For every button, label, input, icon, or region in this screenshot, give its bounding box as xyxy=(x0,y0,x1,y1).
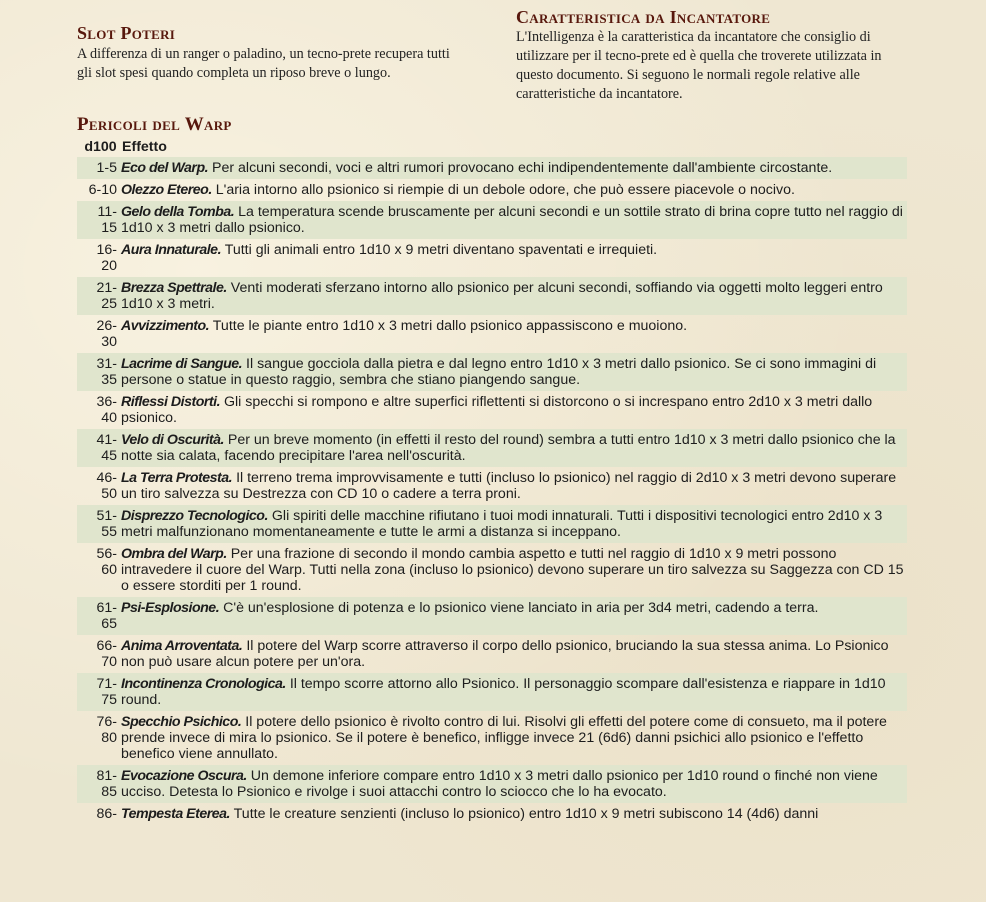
roll-range: 36- 40 xyxy=(96,394,117,426)
effect-cell xyxy=(121,638,907,670)
effect-name: Velo di Oscurità. xyxy=(121,432,224,448)
caster-stat-text: L'Intelligenza è la caratteristica da incantatore che consiglio di utilizzare per il tecno-prete ed è quella che troverete utilizzata in questo documento. Si seguono le normali regole relative alle caratteristiche da incantatore. xyxy=(516,29,882,102)
slot-poteri-title: Slot Poteri xyxy=(77,23,176,43)
table-row xyxy=(77,157,907,179)
effect-description: Tutte le creature senzienti (incluso lo psionico) entro 1d10 x 9 metri subiscono 14 (4d6) danni xyxy=(233,806,819,822)
effect-name: Psi-Esplosione. xyxy=(121,600,220,616)
effect-name: Riflessi Distorti. xyxy=(121,394,221,410)
warp-perils-table xyxy=(77,137,907,825)
effect-name: Tempesta Eterea. xyxy=(121,806,230,822)
roll-range: 71- 75 xyxy=(96,676,117,708)
effect-description: Gli specchi si rompono e altre superfici riflettenti si distorcono o si increspano entro 2d10 x 3 metri dallo psionico. xyxy=(121,394,873,426)
caster-stat-title: Caratteristica da Incantatore xyxy=(516,7,771,27)
table-row xyxy=(77,803,907,825)
effect-name: Ombra del Warp. xyxy=(121,546,227,562)
roll-range: 16- 20 xyxy=(96,242,117,274)
effect-name: Incontinenza Cronologica. xyxy=(121,676,286,692)
table-header xyxy=(77,137,907,157)
effect-cell xyxy=(121,394,907,426)
roll-range: 21- 25 xyxy=(96,280,117,312)
header-effect: Effetto xyxy=(122,139,167,155)
roll-range: 61- 65 xyxy=(96,600,117,632)
table-row xyxy=(77,179,907,201)
effect-cell xyxy=(121,204,907,236)
effect-cell xyxy=(121,182,907,198)
warp-perils-title: Pericoli del Warp xyxy=(77,114,232,135)
roll-range: 81- 85 xyxy=(96,768,117,800)
roll-range: 86- xyxy=(96,806,117,822)
effect-description: Tutti gli animali entro 1d10 x 9 metri diventano spaventati e irrequieti. xyxy=(224,242,658,258)
table-row xyxy=(77,353,907,391)
roll-range: 26- 30 xyxy=(96,318,117,350)
effect-description: C'è un'esplosione di potenza e lo psionico viene lanciato in aria per 3d4 metri, cadendo a terra. xyxy=(223,600,819,616)
effect-description: Il terreno trema improvvisamente e tutti (incluso lo psionico) nel raggio di 2d10 x 3 metri devono superare un tiro salvezza su Destrezza con CD 10 o cadere a terra proni. xyxy=(121,470,897,502)
effect-description: Gli spiriti delle macchine rifiutano i tuoi modi innaturali. Tutti i dispositivi tecnologici entro 2d10 x 3 metri malfunzionano momentaneamente e tutte le armi a distanza si inceppano. xyxy=(121,508,883,540)
effect-description: Il sangue gocciola dalla pietra e dal legno entro 1d10 x 3 metri dallo psionico. Se ci sono immagini di persone o statue in questo raggio, sembra che stiano piangendo sangue. xyxy=(121,356,877,388)
effect-name: Lacrime di Sangue. xyxy=(121,356,243,372)
effect-cell xyxy=(121,432,907,464)
effect-name: La Terra Protesta. xyxy=(121,470,233,486)
effect-description: Per una frazione di secondo il mondo cambia aspetto e tutti nel raggio di 1d10 x 9 metri possono intravedere il cuore del Warp. Tutti nella zona (incluso lo psionico) devono superare un tiro salvezza su Saggezza con CD 15 o essere storditi per 1 round. xyxy=(121,546,904,594)
effect-cell xyxy=(121,508,907,540)
effect-name: Specchio Psichico. xyxy=(121,714,242,730)
effect-cell xyxy=(121,470,907,502)
table-row xyxy=(77,505,907,543)
table-row xyxy=(77,765,907,803)
effect-cell xyxy=(121,806,907,822)
roll-range: 31- 35 xyxy=(96,356,117,388)
table-row xyxy=(77,543,907,597)
table-row xyxy=(77,315,907,353)
table-row xyxy=(77,711,907,765)
table-row xyxy=(77,201,907,239)
roll-range: 76- 80 xyxy=(96,714,117,746)
effect-description: Tutte le piante entro 1d10 x 3 metri dallo psionico appassiscono e muoiono. xyxy=(212,318,688,334)
effect-cell xyxy=(121,160,907,176)
effect-description: Il tempo scorre attorno allo Psionico. Il personaggio scompare dall'esistenza e riappare in 1d10 round. xyxy=(121,676,886,708)
table-row xyxy=(77,277,907,315)
effect-cell xyxy=(121,318,907,334)
table-row xyxy=(77,239,907,277)
table-row xyxy=(77,467,907,505)
effect-description: Un demone inferiore compare entro 1d10 x 3 metri dallo psionico per 1d10 round o finché non viene ucciso. Detesta lo Psionico e rivolge i suoi attacchi contro lo sciocco che lo ha evocato. xyxy=(121,768,878,800)
effect-name: Avvizzimento. xyxy=(121,318,210,334)
roll-range: 41- 45 xyxy=(96,432,117,464)
table-row xyxy=(77,673,907,711)
roll-range: 66- 70 xyxy=(96,638,117,670)
effect-name: Gelo della Tomba. xyxy=(121,204,235,220)
effect-description: L'aria intorno allo psionico si riempie di un debole odore, che può essere piacevole o nocivo. xyxy=(215,182,795,198)
roll-range: 6-10 xyxy=(88,182,117,198)
effect-cell xyxy=(121,280,907,312)
effect-name: Aura Innaturale. xyxy=(121,242,222,258)
effect-cell xyxy=(121,676,907,708)
table-row xyxy=(77,429,907,467)
roll-range: 51- 55 xyxy=(96,508,117,540)
slot-poteri-text: A differenza di un ranger o paladino, un tecno-prete recupera tutti gli slot spesi quando completa un riposo breve o lungo. xyxy=(77,46,450,81)
roll-range: 46- 50 xyxy=(96,470,117,502)
table-row xyxy=(77,635,907,673)
effect-cell xyxy=(121,546,907,594)
roll-range: 11- 15 xyxy=(97,204,117,236)
table-row xyxy=(77,597,907,635)
effect-description: Il potere del Warp scorre attraverso il corpo dello psionico, bruciando la sua stessa anima. Lo Psionico non può usare alcun potere per un'ora. xyxy=(121,638,889,670)
effect-cell xyxy=(121,768,907,800)
effect-description: Il potere dello psionico è rivolto contro di lui. Risolvi gli effetti del potere come di consueto, ma il potere prende invece di mira lo psionico. Se il potere è benefico, infligge invece 21 (6d6) danni psichici allo psionico e l'effetto benefico viene annullato. xyxy=(121,714,887,762)
effect-name: Anima Arroventata. xyxy=(121,638,243,654)
effect-description: Venti moderati sferzano intorno allo psionico per alcuni secondi, soffiando via oggetti molto leggeri entro 1d10 x 3 metri. xyxy=(121,280,883,312)
effect-cell xyxy=(121,600,907,616)
roll-range: 1-5 xyxy=(96,160,117,176)
effect-cell xyxy=(121,242,907,258)
effect-cell xyxy=(121,714,907,762)
effect-name: Olezzo Etereo. xyxy=(121,182,212,198)
effect-name: Brezza Spettrale. xyxy=(121,280,227,296)
roll-range: 56- 60 xyxy=(96,546,117,578)
effect-description: Per un breve momento (in effetti il resto del round) sembra a tutti entro 1d10 x 3 metri dallo psionico che la notte sia calata, facendo precipitare l'area nell'oscurità. xyxy=(121,432,896,464)
effect-name: Evocazione Oscura. xyxy=(121,768,247,784)
effect-description: Per alcuni secondi, voci e altri rumori provocano echi indipendentemente dall'ambiente circostante. xyxy=(212,160,833,176)
effect-name: Disprezzo Tecnologico. xyxy=(121,508,268,524)
header-roll: d100 xyxy=(84,139,117,155)
effect-cell xyxy=(121,356,907,388)
effect-name: Eco del Warp. xyxy=(121,160,209,176)
effect-description: La temperatura scende bruscamente per alcuni secondi e un sottile strato di brina copre tutto nel raggio di 1d10 x 3 metri dallo psionico. xyxy=(121,204,903,236)
table-row xyxy=(77,391,907,429)
